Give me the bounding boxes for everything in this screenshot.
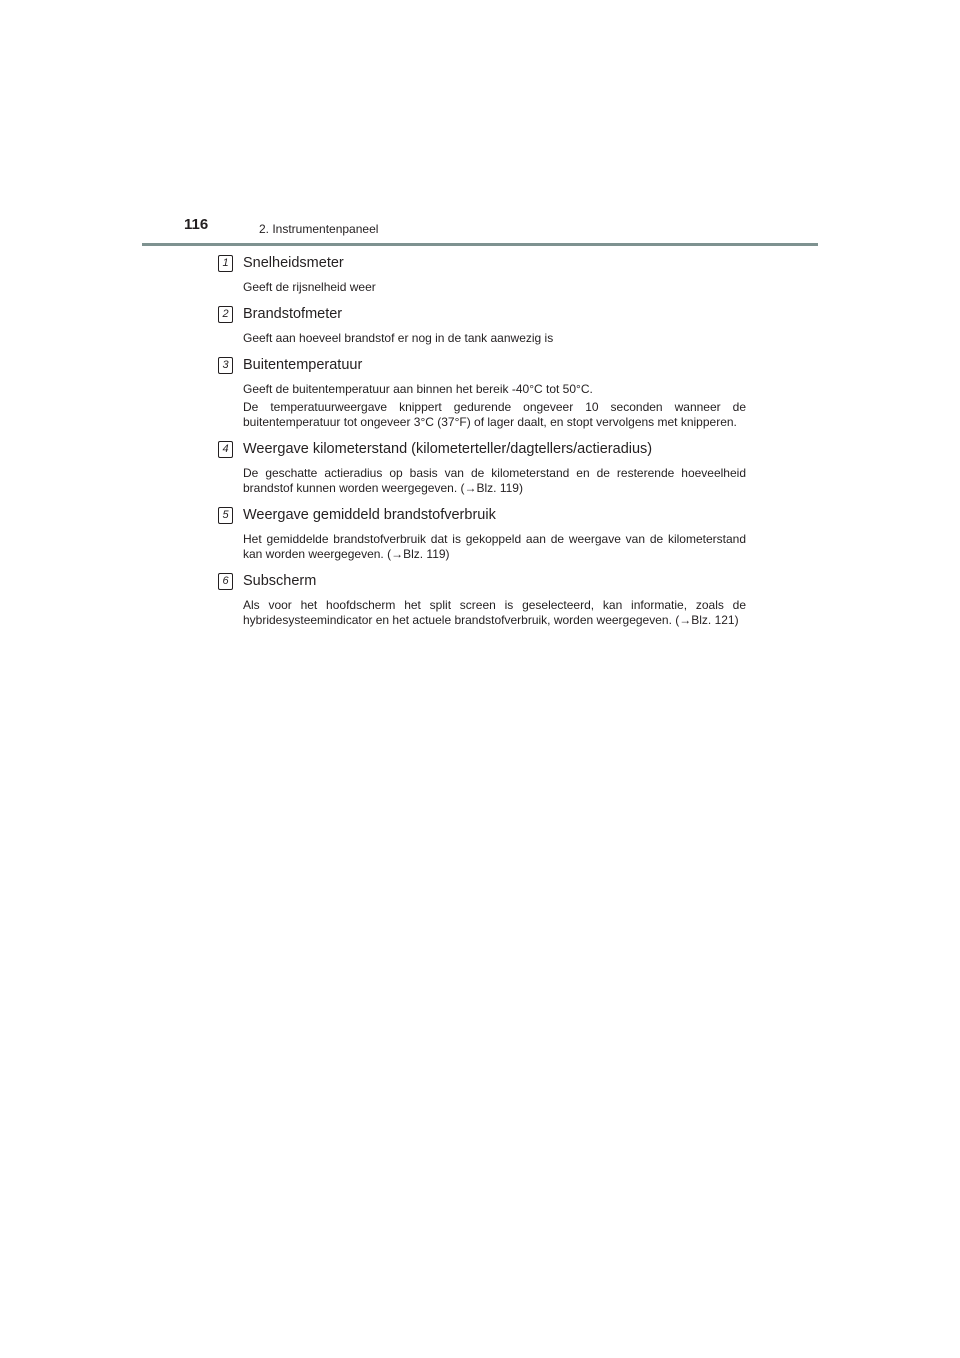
item-heading — [218, 305, 746, 325]
item-number-badge: 5 — [218, 507, 233, 524]
item-number-badge: 6 — [218, 573, 233, 590]
header-divider — [142, 243, 818, 246]
item-paragraph: Als voor het hoofdscherm het split screen is geselecteerd, kan informatie, zoals de hybridesysteemindicator en het actuele brandstofverbruik, worden weergegeven. (→Blz. 121) — [243, 598, 746, 627]
item-heading — [218, 254, 746, 274]
list-item — [218, 356, 746, 430]
list-item — [218, 305, 746, 346]
item-number-badge: 3 — [218, 357, 233, 374]
item-heading — [218, 506, 746, 526]
item-number-badge: 2 — [218, 306, 233, 323]
item-title: Weergave kilometerstand (kilometerteller/dagtellers/actieradius) — [243, 441, 653, 457]
item-description — [243, 466, 746, 496]
item-description — [243, 598, 746, 628]
section-title: 2. Instrumentenpaneel — [259, 222, 379, 236]
item-title: Brandstofmeter — [243, 306, 343, 322]
item-heading — [218, 440, 746, 460]
item-paragraph: De temperatuurweergave knippert gedurende ongeveer 10 seconden wanneer de buitentemperatuur tot ongeveer 3°C (37°F) of lager daalt, en stopt vervolgens met knipperen. — [243, 400, 746, 429]
item-list — [218, 254, 746, 638]
item-description — [243, 280, 746, 295]
item-paragraph: Geeft de buitentemperatuur aan binnen het bereik -40°C tot 50°C. — [243, 382, 593, 396]
item-heading — [218, 356, 746, 376]
item-paragraph: De geschatte actieradius op basis van de kilometerstand en de resterende hoeveelheid brandstof kunnen worden weergegeven. (→Blz. 119) — [243, 466, 746, 495]
list-item — [218, 506, 746, 562]
item-title: Weergave gemiddeld brandstofverbruik — [243, 507, 496, 523]
item-paragraph: Het gemiddelde brandstofverbruik dat is gekoppeld aan de weergave van de kilometerstand kan worden weergegeven. (→Blz. 119) — [243, 532, 746, 561]
item-title: Snelheidsmeter — [243, 255, 344, 271]
item-title: Subscherm — [243, 573, 317, 589]
page-number: 116 — [184, 216, 209, 233]
item-number-badge: 1 — [218, 255, 233, 272]
item-description — [243, 382, 746, 430]
item-description — [243, 331, 746, 346]
list-item — [218, 440, 746, 496]
list-item — [218, 572, 746, 628]
item-paragraph: Geeft de rijsnelheid weer — [243, 280, 376, 294]
item-paragraph: Geeft aan hoeveel brandstof er nog in de tank aanwezig is — [243, 331, 554, 345]
page-header — [142, 212, 818, 246]
item-number-badge: 4 — [218, 441, 233, 458]
list-item — [218, 254, 746, 295]
item-title: Buitentemperatuur — [243, 357, 363, 373]
item-description — [243, 532, 746, 562]
item-heading — [218, 572, 746, 592]
